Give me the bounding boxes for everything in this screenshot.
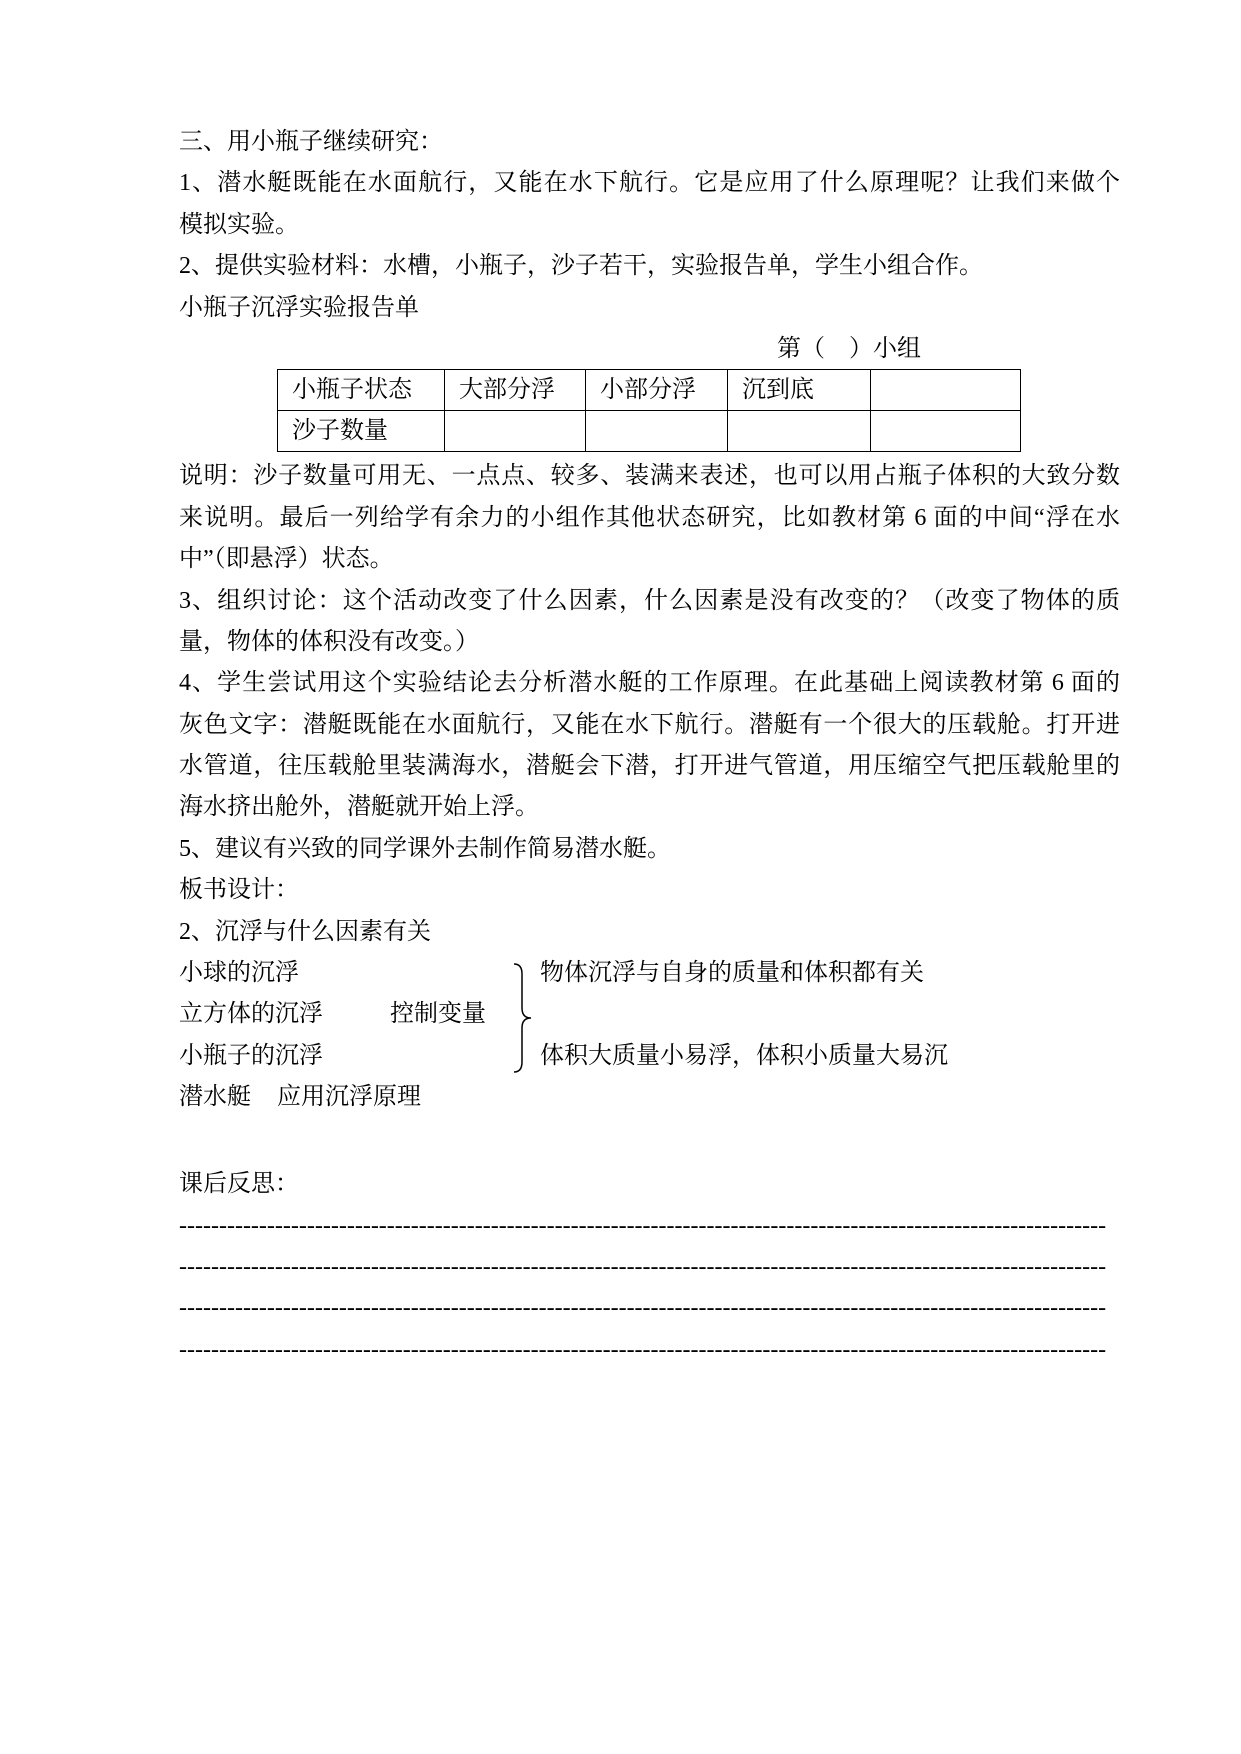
report-table <box>277 369 1021 452</box>
item-5-paragraph: 5、建议有兴致的同学课外去制作简易潜水艇。 <box>179 835 671 862</box>
item-4-line: 灰色文字：潜艇既能在水面航行，又能在水下航行。潜艇有一个很大的压载舱。打开进 <box>179 711 1120 738</box>
item-4-line: 4、学生尝试用这个实验结论去分析潜水艇的工作原理。在此基础上阅读教材第 6 面的 <box>179 670 1120 697</box>
reflection-dash-line: -------------------------------------------------------------------------------------------------------------------- <box>179 1253 1107 1280</box>
curly-brace <box>512 962 534 1074</box>
table-cell <box>871 411 1021 452</box>
item-1-line: 1、潜水艇既能在水面航行，又能在水下航行。它是应用了什么原理呢？让我们来做个 <box>179 170 1120 197</box>
table-cell <box>445 411 586 452</box>
board-subtitle: 2、沉浮与什么因素有关 <box>179 918 431 945</box>
item-3-line: 量，物体的体积没有改变。） <box>179 628 479 655</box>
note-line: 说明：沙子数量可用无、一点点、较多、装满来表述，也可以用占瓶子体积的大致分数 <box>179 463 1120 490</box>
board-left-item: 小瓶子的沉浮 <box>179 1042 323 1069</box>
report-title: 小瓶子沉浮实验报告单 <box>179 294 419 321</box>
item-4-line: 水管道，往压载舱里装满海水，潜艇会下潜，打开进气管道，用压缩空气把压载舱里的 <box>179 753 1120 780</box>
board-left-item: 小球的沉浮 <box>179 960 299 987</box>
table-cell: 小瓶子状态 <box>278 370 445 411</box>
board-left-item: 立方体的沉浮 <box>179 1001 323 1028</box>
note-line: 中”（即悬浮）状态。 <box>179 546 394 573</box>
table-cell <box>728 411 871 452</box>
table-cell: 小部分浮 <box>586 370 728 411</box>
reflection-section <box>179 1164 1120 1371</box>
table-cell <box>871 370 1021 411</box>
item-4-paragraph <box>179 663 1120 829</box>
item-2-paragraph: 2、提供实验材料：水槽，小瓶子，沙子若干，实验报告单，学生小组合作。 <box>179 253 983 280</box>
board-middle-label: 控制变量 <box>390 1001 486 1028</box>
board-right-conclusion: 物体沉浮与自身的质量和体积都有关 <box>540 960 924 987</box>
item-1-line: 模拟实验。 <box>179 211 299 238</box>
table-cell: 沉到底 <box>728 370 871 411</box>
table-cell: 大部分浮 <box>445 370 586 411</box>
board-footer-right: 应用沉浮原理 <box>277 1084 421 1111</box>
item-1-paragraph <box>179 163 1120 246</box>
reflection-dash-line: -------------------------------------------------------------------------------------------------------------------- <box>179 1212 1107 1239</box>
reflection-dash-line: -------------------------------------------------------------------------------------------------------------------- <box>179 1295 1107 1322</box>
document-body <box>179 122 1120 1371</box>
board-design <box>179 953 1120 1119</box>
item-3-line: 3、组织讨论：这个活动改变了什么因素，什么因素是没有改变的？（改变了物体的质 <box>179 587 1120 614</box>
table-cell: 沙子数量 <box>278 411 445 452</box>
table-row-state <box>278 370 1021 411</box>
reflection-heading: 课后反思： <box>179 1171 299 1198</box>
board-heading: 板书设计： <box>179 877 299 904</box>
section-heading: 三、用小瓶子继续研究： <box>179 129 443 155</box>
reflection-dash-line: -------------------------------------------------------------------------------------------------------------------- <box>179 1336 1107 1363</box>
note-line: 来说明。最后一列给学有余力的小组作其他状态研究，比如教材第 6 面的中间“浮在水 <box>179 504 1120 531</box>
table-cell <box>586 411 728 452</box>
item-3-paragraph <box>179 581 1120 664</box>
group-label: 第（ ）小组 <box>777 335 921 362</box>
board-footer-left: 潜水艇 <box>179 1084 251 1111</box>
board-right-conclusion: 体积大质量小易浮，体积小质量大易沉 <box>540 1042 948 1069</box>
table-row-sand <box>278 411 1021 452</box>
item-4-line: 海水挤出舱外，潜艇就开始上浮。 <box>179 794 539 821</box>
note-paragraph <box>179 456 1120 580</box>
